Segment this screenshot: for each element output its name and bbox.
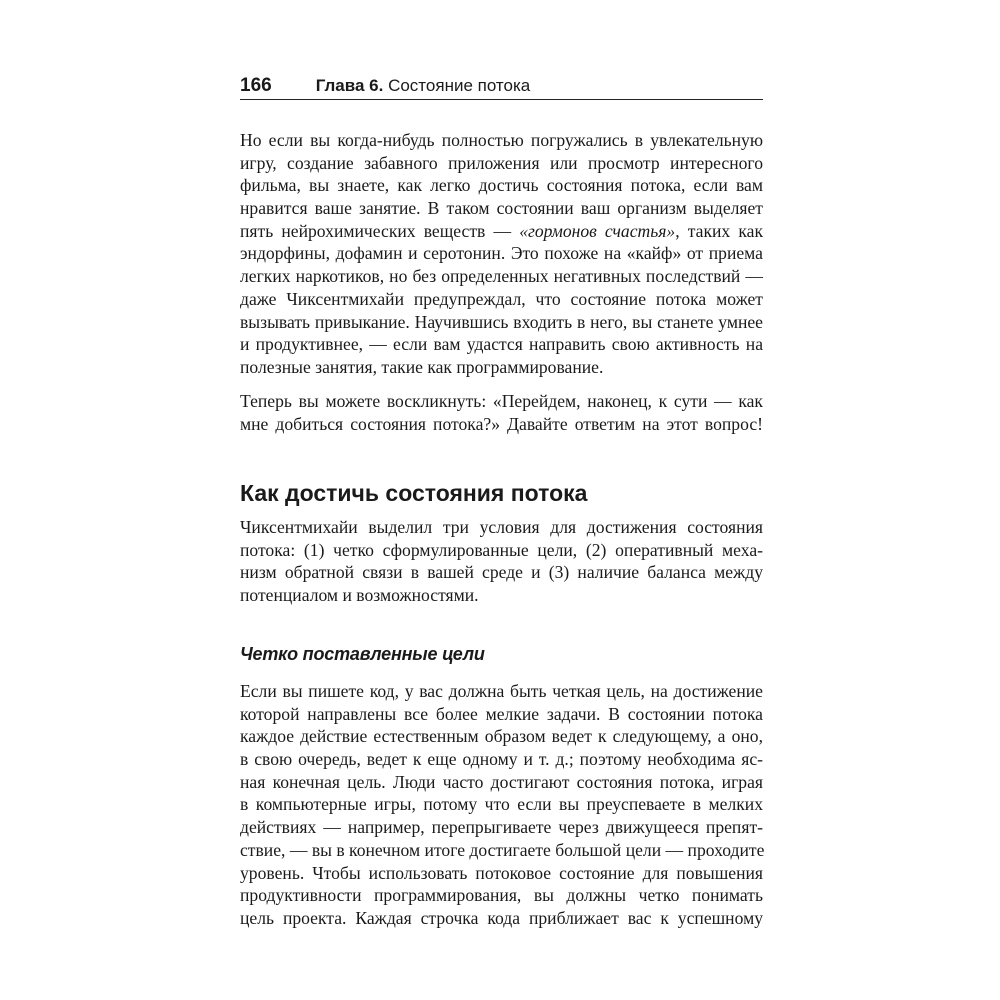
text-line: фильма, вы знаете, как легко достичь состояния потока, если вам [240, 175, 763, 196]
paragraph-1 [240, 129, 763, 379]
emphasis-happiness-hormones: «гормонов счастья» [519, 220, 676, 241]
paragraph-3 [240, 516, 763, 607]
text-run: , таких как [675, 220, 763, 241]
text-line: в свою очередь, ведет к еще одному и т. д.; поэтому необходима яс- [240, 749, 763, 770]
page-number: 166 [240, 75, 272, 96]
text-line: Чиксентмихайи выделил три условия для достижения состояния [240, 517, 763, 537]
running-header [240, 72, 763, 100]
chapter-title: Состояние потока [388, 76, 531, 95]
text-line [240, 220, 763, 243]
header-rule [240, 99, 763, 100]
text-line: в компьютерные игры, потому что если вы преуспеваете в мелких [240, 794, 763, 815]
text-line: вызывать привыкание. Научившись входить в него, вы станете умнее [240, 311, 763, 332]
text-line: которой направлены все более мелкие задачи. В состоянии потока [240, 703, 763, 724]
text-line: потока: (1) четко сформулированные цели, (2) оперативный меха- [240, 539, 763, 560]
paragraph-2 [240, 390, 763, 435]
text-line: и продуктивнее, — если вам удастся направить свою активность на [240, 334, 763, 355]
text-line: Если вы пишете код, у вас должна быть четкая цель, на достижение [240, 681, 763, 701]
text-line: уровень. Чтобы использовать потоковое состояние для повышения [240, 862, 763, 883]
text-line: игру, создание забавного приложения или просмотр интересного [240, 152, 763, 173]
text-line: полезные занятия, такие как программирование. [240, 356, 604, 377]
text-line: эндорфины, дофамин и серотонин. Это похоже на «кайф» от приема [240, 243, 763, 264]
text-line: Теперь вы можете воскликнуть: «Перейдем, наконец, к сути — как [240, 391, 763, 411]
text-line: ствие, — вы в конечном итоге достигаете большой цели — проходите [240, 839, 765, 860]
text-line: нравится ваше занятие. В таком состоянии ваш организм выделяет [240, 198, 763, 219]
text-line: каждое действие естественным образом ведет к следующему, а оно, [240, 726, 763, 747]
paragraph-4 [240, 680, 763, 930]
text-run: пять нейрохимических веществ — [240, 220, 520, 241]
text-line: легких наркотиков, но без определенных негативных последствий — [240, 266, 763, 287]
text-line: цель проекта. Каждая строчка кода приближает вас к успешному [240, 907, 763, 928]
text-line: действиях — например, перепрыгиваете через движущееся препят- [240, 817, 763, 838]
chapter-label: Глава 6. [315, 76, 384, 95]
text-line: ная конечная цель. Люди часто достигают состояния потока, играя [240, 771, 763, 792]
text-line: потенциалом и возможностями. [240, 585, 479, 606]
text-line: мне добиться состояния потока?» Давайте ответим на этот вопрос! [240, 413, 763, 434]
text-line: низм обратной связи в вашей среде и (3) наличие баланса между [240, 562, 763, 583]
text-line: даже Чиксентмихайи предупреждал, что состояние потока может [240, 288, 763, 309]
section-heading: Как достичь состояния потока [240, 480, 588, 506]
text-line: продуктивности программирования, вы должны четко понимать [240, 885, 763, 906]
text-line: Но если вы когда-нибудь полностью погружались в увлекательную [240, 130, 763, 150]
subsection-heading: Четко поставленные цели [240, 644, 485, 664]
